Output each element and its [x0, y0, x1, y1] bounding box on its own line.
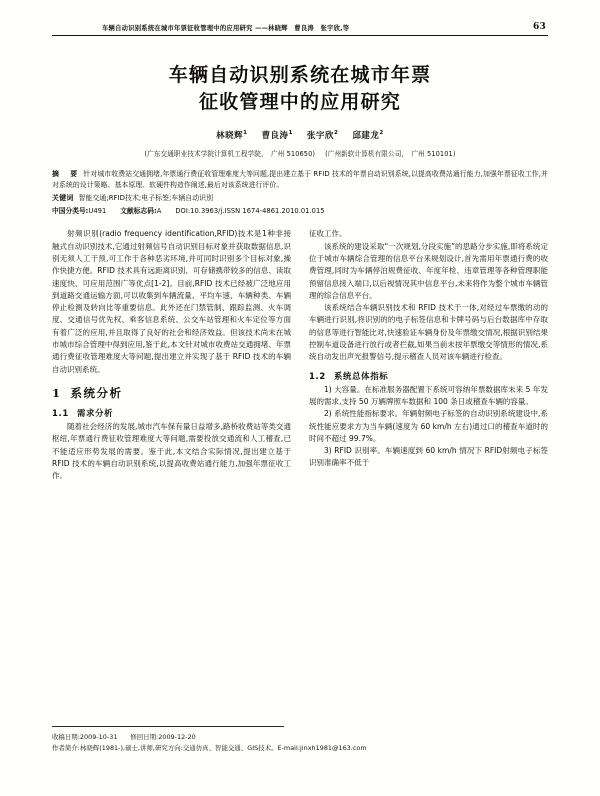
- doi-value: DOI:10.3963/j.ISSN 1674-4861.2010.01.015: [175, 206, 325, 215]
- title-line-1: 车辆自动识别系统在城市年票: [168, 64, 432, 86]
- affiliation-2: (广州新软计算机有限公司， 广州 510101): [325, 149, 456, 158]
- title-line-2: 征收管理中的应用研究: [198, 90, 401, 113]
- page-number: 63: [532, 22, 546, 32]
- body-columns: [52, 228, 548, 683]
- doc-code-label: 文献标志码:: [120, 206, 157, 215]
- header-rule: [52, 35, 548, 36]
- abstract-paragraph: [52, 169, 548, 191]
- page-content: [52, 22, 548, 683]
- keywords-paragraph: [52, 193, 548, 204]
- title-block: [52, 62, 548, 158]
- paragraph-continuation: 征收工作。: [309, 229, 347, 239]
- section-heading-1-1: [52, 407, 291, 419]
- running-head: [52, 22, 548, 34]
- list-item: 2) 系统性能指标要求。年辆射频电子标签的自动识别系统建设中,系统性能应要求方为当车辆(速度为 60 km/h 左右)通过口的稽查车道时的时间不超过 99.7%。: [309, 409, 548, 443]
- author-affil-marker: 2: [333, 130, 339, 137]
- author: [216, 130, 247, 140]
- abstract-text: 针对城市收费站交通拥堵,年票通行费征收管理难度大等问题,提出建立基于 RFID 技术的年票自动识别系统,以提高收费站通行能力,加强年票征收工作,并对系统的设计策略、基本原理、软硬件构造作阐述,最后对该系统进行评价。: [52, 169, 548, 190]
- author-name: 林晓辉: [216, 129, 244, 140]
- classification-line: [52, 206, 548, 217]
- affiliation-1: (广东交通职业技术学院计算机工程学院， 广州 510650): [144, 149, 316, 158]
- running-head-text: 车辆自动识别系统在城市年票征收管理中的应用研究 ——林晓辉 曹良涛 张宇欣,等: [102, 25, 350, 32]
- paragraph: 该系统的建设采取“一次规划,分段实施”的思路分步实施,即将系统定位于城市车辆综合管理的信息平台来规划设计,首先需用年票通行费的收费管理,同时为车辆停泊规费征收、年度年检、违章管理等各种管理职能预留信息接入端口,以后视情况其中信息平台,未来将作为整个城市车辆管理的综合信息平台。: [309, 241, 548, 300]
- author: [262, 130, 293, 140]
- list-item: 1) 大容量。在标准服务器配置下系统可容纳年票数据库未来 5 年发展的需求,支持 50 万辆牌照车数据和 100 条日或稽查车辆的容量。: [309, 384, 548, 406]
- section-heading-1: [52, 385, 291, 401]
- right-column-list: [309, 384, 548, 470]
- clc-segment: [52, 207, 106, 215]
- author-affil-marker: 1: [243, 130, 248, 137]
- section-heading-1-2: [309, 370, 548, 382]
- subsection-title: 系统总体指标: [333, 370, 389, 381]
- clc-value: U491: [88, 206, 107, 215]
- section-number: 1: [52, 385, 62, 400]
- page-title: [52, 62, 548, 116]
- paragraph: 射频识别(radio frequency identification,RFID)技术是1种非接触式自动识别技术,它通过射频信号自动识别目标对象并获取数据信息,识别无须人工干预,可工作于各种恶劣环境,并可同时识别多个目标对象,操作快捷方便。RFID 技术具有远距离识别、可存储携带较多的信息、读取速度快、可应用范围广等优点[1-2]。目前,RFID 技术已经被广泛地应用到道路交通运输方面,可以收集到车辆流量、平均车速、车辆种类、车辆停止检测及转向比等重要信息。此外还在门禁管制、跟踪监测、火车调度、交通信号优先权、乘客信息系统、公交车站管理和火车定位等方面有着广泛的应用,并且取得了良好的社会和经济效益。但该技术尚未在城市城市综合管理中得到应用,鉴于此,本文针对城市收费站交通拥堵、年票通行费征收管理难度大等问题,提出建立并实现了基于 RFID 技术的车辆自动识别系统。: [52, 229, 291, 374]
- subsection-number: 1.2: [309, 370, 326, 381]
- abstract-block: [52, 169, 548, 216]
- subsection-number: 1.1: [52, 407, 69, 418]
- author-affil-marker: 1: [288, 130, 293, 137]
- author-name: 曹良涛: [261, 129, 289, 140]
- clc-label: 中国分类号:: [52, 206, 89, 215]
- author-list: [52, 129, 548, 141]
- doc-code-segment: [120, 207, 161, 215]
- left-column-body: [52, 228, 291, 376]
- keywords-text: 智能交通;RFID技术;电子标签;车辆自动识别: [78, 193, 214, 202]
- right-column: [309, 228, 548, 683]
- affiliation-line: [52, 148, 548, 158]
- paragraph: 该系统结合车辆识别技术和 RFID 技术于一体,对经过车票缴的动的车辆进行识别,将识别的的电子标签信息和卡牌号码与后台数据库中存取的信息等进行智能比对,快速验证车辆身份及年票缴交情况,根据识别结果控制车道设备进行放行或者拦截,如果当前未按年票缴交等情形的情况,系统自动发出声光报警信号,提示稽查人员对该车辆进行检查。: [309, 303, 548, 362]
- left-column: [52, 228, 291, 683]
- author-name: 邱建龙: [352, 129, 380, 140]
- right-column-body: [309, 228, 548, 363]
- section-title: 系统分析: [70, 385, 123, 400]
- author: [352, 130, 383, 140]
- left-column-body-2: [52, 421, 291, 482]
- footnote-block: [52, 732, 548, 754]
- subsection-title: 需求分析: [76, 407, 114, 418]
- list-item: 3) RFID 识别率。车辆速度到 60 km/h 情况下 RFID射频电子标签识别准确率不低于: [309, 446, 548, 468]
- doc-code-value: A: [156, 206, 162, 215]
- author-name: 张宇欣: [307, 129, 334, 140]
- abstract-label: 摘 要: [52, 169, 80, 178]
- footnote-dates: 收稿日期:2009-10-31 修回日期:2009-12-20: [52, 733, 196, 741]
- footnote-rule: [52, 726, 284, 727]
- paragraph: 随着社会经济的发展,城市汽车保有量日益增多,路桥收费站等类交通枢纽,年票通行费征收管理难度大等问题,需要投放交通流和人工稽查,已不能适应形势发展的需要。鉴于此,本文结合实际情况,提出建立基于 RFID 技术的车辆自动识别系统,以提高收费站通行能力,加强年票征收工作。: [52, 421, 291, 481]
- author: [307, 130, 338, 140]
- keywords-label: 关键词: [52, 193, 74, 202]
- author-affil-marker: 2: [379, 130, 384, 137]
- footnote-author-bio: 作者简介:林晓辉(1981-),硕士,讲师,研究方向:交通仿真、智能交通、GIS技术。E-mail:jinxh1981@163.com: [52, 744, 367, 753]
